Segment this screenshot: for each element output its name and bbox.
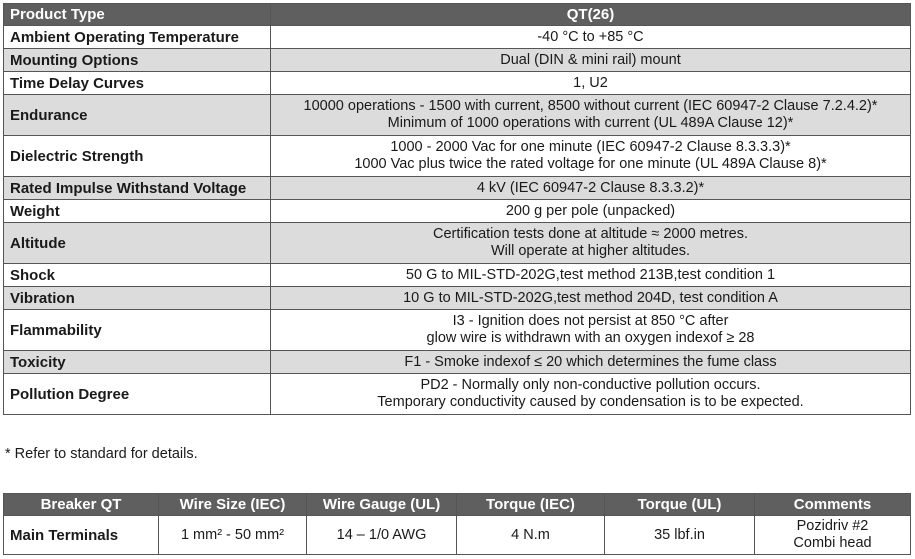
row-value: 200 g per pole (unpacked) — [271, 200, 911, 223]
spec-row-shock — [4, 264, 911, 287]
row-label: Main Terminals — [4, 516, 159, 555]
spec-row-vibration — [4, 287, 911, 310]
spec-row-flammability — [4, 310, 911, 351]
row-label: Endurance — [4, 95, 271, 136]
col-header-wire-gauge: Wire Gauge (UL) — [307, 494, 457, 516]
row-label: Dielectric Strength — [4, 136, 271, 177]
row-value: PD2 - Normally only non-conductive pollution occurs. Temporary conductivity caused by condensation is to be expected. — [271, 374, 911, 415]
spec-row-toxicity — [4, 351, 911, 374]
spec-row-time-delay-curves — [4, 72, 911, 95]
row-value: 10000 operations - 1500 with current, 8500 without current (IEC 60947-2 Clause 7.2.4.2)* Minimum of 1000 operations with current (UL 489A Clause 12)* — [271, 95, 911, 136]
spec-row-impulse-voltage — [4, 177, 911, 200]
torque-iec-cell: 4 N.m — [457, 516, 605, 555]
wiring-table — [3, 493, 911, 555]
spec-row-dielectric-strength — [4, 136, 911, 177]
row-value: I3 - Ignition does not persist at 850 °C after glow wire is withdrawn with an oxygen indexof ≥ 28 — [271, 310, 911, 351]
row-label: Time Delay Curves — [4, 72, 271, 95]
spec-row-endurance — [4, 95, 911, 136]
spec-row-weight — [4, 200, 911, 223]
footnote: * Refer to standard for details. — [5, 446, 198, 462]
row-label: Ambient Operating Temperature — [4, 26, 271, 49]
header-label: Product Type — [4, 4, 271, 26]
row-label: Pollution Degree — [4, 374, 271, 415]
col-header-wire-size: Wire Size (IEC) — [159, 494, 307, 516]
row-label: Altitude — [4, 223, 271, 264]
col-header-torque-ul: Torque (UL) — [605, 494, 755, 516]
col-header-breaker: Breaker QT — [4, 494, 159, 516]
row-value: -40 °C to +85 °C — [271, 26, 911, 49]
row-label: Toxicity — [4, 351, 271, 374]
col-header-comments: Comments — [755, 494, 911, 516]
row-label: Vibration — [4, 287, 271, 310]
header-row — [4, 4, 911, 26]
row-value: 4 kV (IEC 60947-2 Clause 8.3.3.2)* — [271, 177, 911, 200]
torque-ul-cell: 35 lbf.in — [605, 516, 755, 555]
row-value: 10 G to MIL-STD-202G,test method 204D, test condition A — [271, 287, 911, 310]
row-label: Weight — [4, 200, 271, 223]
row-value: 1, U2 — [271, 72, 911, 95]
row-value: Dual (DIN & mini rail) mount — [271, 49, 911, 72]
row-label: Rated Impulse Withstand Voltage — [4, 177, 271, 200]
row-value: 1000 - 2000 Vac for one minute (IEC 60947-2 Clause 8.3.3.3)* 1000 Vac plus twice the rated voltage for one minute (UL 489A Clause 8)* — [271, 136, 911, 177]
row-label: Shock — [4, 264, 271, 287]
header-value: QT(26) — [271, 4, 911, 26]
spec-row-altitude — [4, 223, 911, 264]
row-label: Mounting Options — [4, 49, 271, 72]
wire-gauge-cell: 14 – 1/0 AWG — [307, 516, 457, 555]
spec-row-mounting-options — [4, 49, 911, 72]
wiring-header-row — [4, 494, 911, 516]
comments-cell: Pozidriv #2 Combi head — [755, 516, 911, 555]
spec-row-ambient-temperature — [4, 26, 911, 49]
spec-row-pollution-degree — [4, 374, 911, 415]
row-label: Flammability — [4, 310, 271, 351]
table-row — [4, 516, 911, 555]
wire-size-cell: 1 mm² - 50 mm² — [159, 516, 307, 555]
row-value: Certification tests done at altitude ≈ 2000 metres. Will operate at higher altitudes. — [271, 223, 911, 264]
row-value: F1 - Smoke indexof ≤ 20 which determines the fume class — [271, 351, 911, 374]
col-header-torque-iec: Torque (IEC) — [457, 494, 605, 516]
specifications-table — [3, 3, 911, 415]
row-value: 50 G to MIL-STD-202G,test method 213B,test condition 1 — [271, 264, 911, 287]
